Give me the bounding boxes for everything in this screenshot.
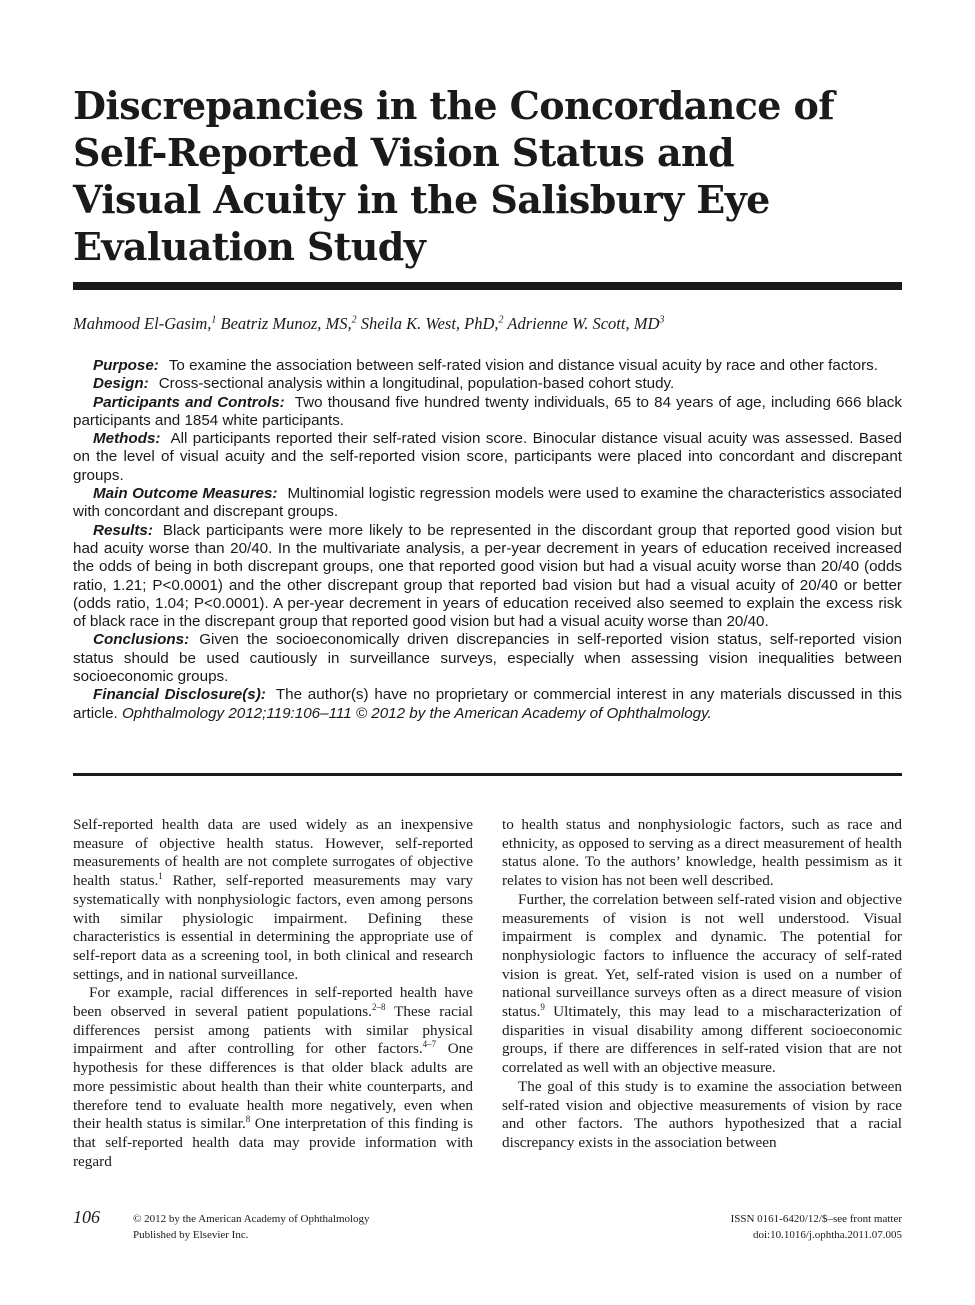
reference-link[interactable]: 4–7: [422, 1039, 437, 1050]
body-text: The goal of this study is to examine the association between self-rated vision and objective measurements of vision by race and other factors. The authors hypothesized that a racial discrepancy exists in the association between: [502, 1077, 902, 1151]
issn: ISSN 0161-6420/12/$–see front matter: [730, 1213, 902, 1225]
body-paragraph: [502, 891, 902, 1078]
abstract-text: To examine the association between self-rated vision and distance visual acuity by race and other factors.: [168, 357, 878, 374]
body-paragraph: [73, 984, 473, 1171]
abstract-results: [73, 522, 902, 632]
abstract-text: The author(s) have no proprietary or commercial interest in any materials discussed in this article.: [73, 686, 902, 722]
body-text: For example, racial differences in self-reported health have been observed in several patient populations.: [73, 984, 473, 1021]
body-text: to health status and nonphysiologic factors, such as race and ethnicity, as opposed to serving as a direct measurement of health status alone. To the authors’ knowledge, health pessimism as it relates to vision has not been well described.: [502, 816, 902, 890]
footer-identifiers: [731, 1211, 902, 1243]
author-affiliation: 2: [498, 314, 504, 326]
abstract-disclosure: [73, 686, 902, 723]
page-number: 106: [73, 1207, 100, 1227]
abstract-text: Cross-sectional analysis within a longitudinal, population-based cohort study.: [158, 375, 675, 393]
publisher-name: Published by Elsevier Inc.: [133, 1229, 249, 1241]
body-text: One interpretation of this finding is that self-reported health data may provide information with regard: [73, 1115, 473, 1170]
abstract-design: [73, 375, 902, 393]
abstract-text: Black participants were more likely to be represented in the discordant group that reported good vision but had acuity worse than 20/40. In the multivariate analysis, a per-year decrement in years of education received increased the odds of being in both discrepant groups, one that reported good vision but had a visual acuity worse than 20/40 (odds ratio, 1.21; P<0.0001) and the other discrepant group that reported bad vision but had a visual acuity of 20/40 or better (odds ratio, 1.04; P<0.0001). A per-year decrement in years of education received also seemed to explain the excess risk of black race in the discrepant group that reported good vision but had a visual acuity worse than 20/40.: [73, 521, 902, 631]
abstract-label: Methods:: [93, 430, 161, 448]
abstract-text: Multinomial logistic regression models were used to examine the characteristics associated with concordant and discrepant groups.: [73, 485, 902, 521]
body-column-left: [73, 816, 473, 1171]
author-list: [73, 314, 902, 334]
abstract-label: Participants and Controls:: [93, 393, 285, 411]
abstract-label: Financial Disclosure(s):: [93, 686, 266, 704]
body-text: Self-reported health data are used widely as an inexpensive measure of objective health status. However, self-reported measurements of health are not complete surrogates of objective health status.: [73, 816, 473, 890]
reference-link[interactable]: 9: [540, 1001, 545, 1012]
author-affiliation: 2: [351, 314, 357, 326]
body-column-right: [502, 816, 902, 1153]
abstract-label: Design:: [93, 375, 149, 393]
abstract-label: Results:: [93, 521, 153, 539]
abstract-conclusions: [73, 631, 902, 686]
abstract-label: Main Outcome Measures:: [93, 485, 278, 503]
reference-link[interactable]: 8: [245, 1114, 251, 1125]
abstract-participants: [73, 394, 902, 431]
body-text: Rather, self-reported measurements may vary systematically with nonphysiologic factors, even among persons with similar physiologic impairment. Defining these characteristics is essential in determining the appropriate use of self-report data as a screening tool, in both clinical and research settings, and in national surveillance.: [73, 872, 474, 983]
abstract-label: Purpose:: [93, 357, 159, 374]
body-text: These racial differences persist among patients with similar physical impairment and after controlling for other factors.: [73, 1003, 473, 1058]
author-affiliation: 1: [211, 314, 217, 326]
body-text: One hypothesis for these differences is that older black adults are more pessimistic about health than their white counterparts, and therefore tend to evaluate health more negatively, even when their health status is similar.: [73, 1040, 473, 1133]
abstract-text: Two thousand five hundred twenty individuals, 65 to 84 years of age, including 666 black participants and 1854 white participants.: [73, 393, 902, 429]
abstract: [73, 357, 902, 723]
abstract-text: Given the socioeconomically driven discrepancies in self-reported vision status, self-reported vision status should be used cautiously in surveillance surveys, especially when assessing vision inequalities between socioeconomic groups.: [73, 631, 902, 686]
author-name: Sheila K. West, PhD,: [360, 314, 499, 333]
author-name: Mahmood El-Gasim,: [73, 314, 212, 333]
author-affiliation: 3: [659, 314, 665, 326]
reference-link[interactable]: 2–8: [371, 1001, 386, 1012]
body-paragraph: [502, 816, 902, 891]
body-paragraph: [73, 816, 473, 984]
body-text: Further, the correlation between self-rated vision and objective measurements of vision is not well understood. Visual impairment is complex and dynamic. The potential for nonphysiologic factors to influence the accuracy of self-rated vision is great. Yet, self-rated vision is used on a number of national surveillance surveys often as a direct measure of vision status.: [502, 890, 902, 1021]
abstract-label: Conclusions:: [93, 631, 190, 649]
title-divider: [73, 282, 902, 290]
body-text: Ultimately, this may lead to a mischaracterization of disparities in visual disability among different socioeconomic groups, if there are differences in self-rated vision that are not correlated as well with an objective measure.: [502, 1003, 902, 1077]
body-paragraph: [502, 1078, 902, 1153]
journal-citation: Ophthalmology 2012;119:106–111 © 2012 by the American Academy of Ophthalmology.: [121, 704, 712, 722]
abstract-purpose: [73, 357, 902, 375]
abstract-outcome: [73, 485, 902, 522]
footer-publisher: [133, 1211, 370, 1243]
doi: doi:10.1016/j.ophtha.2011.07.005: [752, 1229, 902, 1241]
abstract-methods: [73, 430, 902, 485]
abstract-text: All participants reported their self-rated vision score. Binocular distance visual acuity was assessed. Based on the level of visual acuity and the self-reported vision score, participants were placed into concordant and discrepant groups.: [73, 430, 902, 484]
article-title: Discrepancies in the Concordance of Self-Reported Vision Status and Visual Acuity in the Salisbury Eye Evaluation Study: [73, 83, 834, 269]
reference-link[interactable]: 1: [158, 871, 163, 882]
author-name: Adrienne W. Scott, MD: [507, 314, 660, 333]
author-name: Beatriz Munoz, MS,: [220, 314, 352, 333]
abstract-divider: [73, 773, 902, 776]
copyright-notice: © 2012 by the American Academy of Ophthalmology: [133, 1213, 370, 1225]
